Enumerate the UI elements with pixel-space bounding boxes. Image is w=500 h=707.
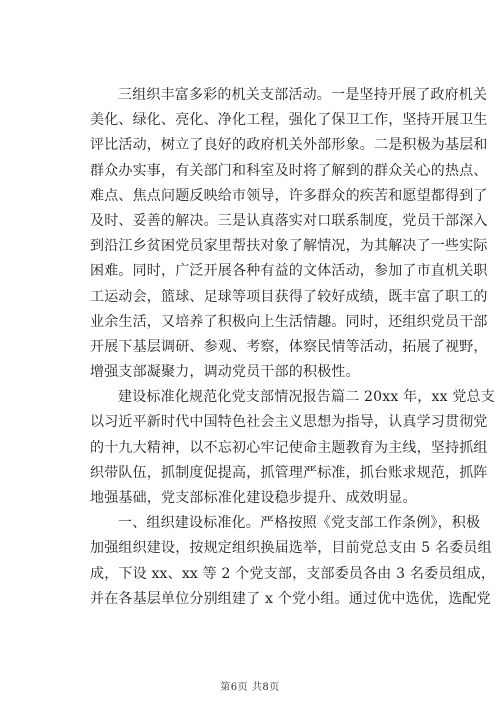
text-line: 难点、焦点问题反映给市领导，许多群众的疾苦和愿望都得到了 bbox=[90, 187, 488, 204]
text-line: 开展下基层调研、参观、考察，体察民情等活动，拓展了视野， bbox=[90, 338, 488, 355]
text-line: 增强支部凝聚力，调动党员干部的积极性。 bbox=[90, 364, 360, 381]
text-line: 一、组织建设标准化。严格按照《党支部工作条例》，积极 bbox=[118, 515, 481, 532]
text-line: 的十九大精神，以不忘初心牢记使命主题教育为主线，坚持抓组 bbox=[90, 439, 488, 456]
text-line: 群众办实事，有关部门和科室及时将了解到的群众关心的热点、 bbox=[90, 162, 488, 179]
text-line: 及时、妥善的解决。三是认真落实对口联系制度，党员干部深入 bbox=[90, 212, 488, 229]
text-line: 成，下设 xx、xx 等 2 个党支部，支部委员各由 3 名委员组成， bbox=[90, 565, 496, 582]
text-line: 困难。同时，广泛开展各种有益的文体活动，参加了市直机关职 bbox=[90, 263, 488, 280]
text-line: 以习近平新时代中国特色社会主义思想为指导，认真学习贯彻党 bbox=[90, 414, 488, 431]
text-line: 工运动会，篮球、足球等项目获得了较好成绩，既丰富了职工的 bbox=[90, 288, 488, 305]
text-line: 评比活动，树立了良好的政府机关外部形象。二是积极为基层和 bbox=[90, 137, 488, 154]
paragraph-2 bbox=[90, 385, 495, 511]
text-line: 业余生活，又培养了积极向上生活情趣。同时，还组织党员干部 bbox=[90, 313, 488, 330]
page-number-footer: 第6页 共8页 bbox=[220, 682, 280, 693]
text-line: 三组织丰富多彩的机关支部活动。一是坚持开展了政府机关 bbox=[118, 87, 488, 103]
text-line: 美化、绿化、亮化、净化工程，强化了保卫工作，坚持开展卫生 bbox=[90, 112, 488, 129]
document-body bbox=[90, 83, 496, 612]
text-line: 地强基础，党支部标准化建设稳步提升、成效明显。 bbox=[90, 490, 417, 506]
paragraph-3 bbox=[90, 511, 496, 612]
text-line: 织带队伍，抓制度促提高，抓管理严标准，抓台账求规范，抓阵 bbox=[90, 464, 488, 481]
text-line: 并在各基层单位分别组建了 x 个党小组。通过优中选优，选配党 bbox=[90, 590, 491, 607]
text-line: 加强组织建设，按规定组织换届选举，目前党总支由 5 名委员组 bbox=[90, 540, 492, 557]
text-line: 到沿江乡贫困党员家里帮扶对象了解情况，为其解决了一些实际 bbox=[90, 238, 488, 255]
text-line: 建设标准化规范化党支部情况报告篇二 20xx 年，xx 党总支 bbox=[118, 389, 495, 406]
paragraph-1 bbox=[90, 83, 488, 385]
